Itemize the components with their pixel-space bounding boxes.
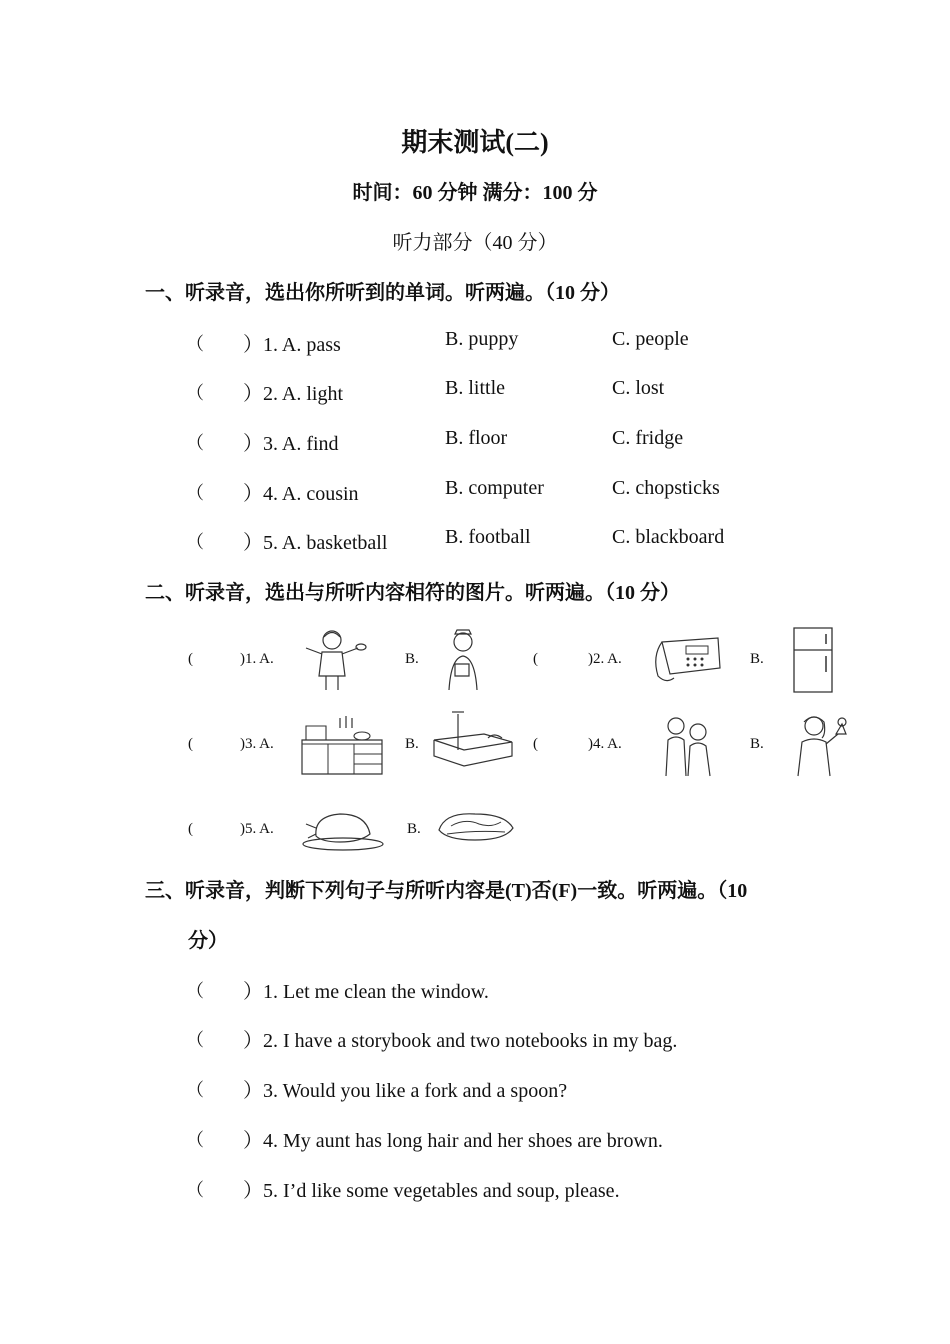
picture-item-number: )4. A. [588, 736, 622, 752]
question-option-a: ）2. A. light [243, 383, 344, 405]
picture-option-b: B. [405, 651, 419, 667]
answer-blank[interactable]: （ [186, 1130, 204, 1150]
answer-blank[interactable]: （ [186, 383, 204, 403]
answer-blank[interactable]: ( [188, 651, 193, 667]
answer-blank[interactable]: （ [186, 483, 204, 503]
question-option-a: ）1. A. pass [243, 334, 341, 356]
answer-blank[interactable]: ( [533, 736, 538, 752]
question-option-c: C. chopsticks [612, 477, 720, 499]
cook-icon [300, 628, 366, 692]
page-title: 期末测试(二) [401, 128, 549, 157]
sentence-text: ）3. Would you like a fork and a spoon? [243, 1080, 568, 1102]
sentence-text: ）4. My aunt has long hair and her shoes are brown. [243, 1130, 663, 1152]
fridge-icon [790, 626, 836, 694]
woman-icecream-icon [792, 712, 848, 778]
answer-blank[interactable]: （ [186, 1030, 204, 1050]
answer-blank[interactable]: （ [186, 433, 204, 453]
answer-blank[interactable]: （ [186, 532, 204, 552]
picture-option-b: B. [405, 736, 419, 752]
question-option-b: B. floor [445, 427, 508, 449]
question-option-b: B. football [445, 526, 531, 548]
answer-blank[interactable]: ( [188, 821, 193, 837]
question-option-c: C. lost [612, 377, 665, 399]
telephone-icon [648, 632, 723, 688]
question-option-b: B. computer [445, 477, 544, 499]
picture-option-b: B. [407, 821, 421, 837]
picture-item-number: )1. A. [240, 651, 274, 667]
section2-heading: 二、听录音，选出与所听内容相符的图片。听两遍。（10 分） [145, 582, 680, 604]
picture-option-b: B. [750, 651, 764, 667]
section1-heading: 一、听录音，选出你所听到的单词。听两遍。（10 分） [145, 282, 620, 304]
sentence-text: ）2. I have a storybook and two notebooks in my bag. [243, 1030, 678, 1052]
picture-item-number: )2. A. [588, 651, 622, 667]
answer-blank[interactable]: （ [186, 334, 204, 354]
roast-chicken-icon [300, 806, 386, 852]
question-option-b: B. puppy [445, 328, 519, 350]
question-option-c: C. fridge [612, 427, 684, 449]
question-option-a: ）4. A. cousin [243, 483, 359, 505]
answer-blank[interactable]: ( [533, 651, 538, 667]
picture-option-b: B. [750, 736, 764, 752]
question-option-c: C. people [612, 328, 689, 350]
section3-heading-cont: 分） [188, 930, 228, 952]
question-option-a: ）5. A. basketball [243, 532, 388, 554]
question-option-c: C. blackboard [612, 526, 725, 548]
answer-blank[interactable]: （ [186, 1080, 204, 1100]
part-label: 听力部分（40 分） [392, 232, 558, 254]
sentence-text: ）5. I’d like some vegetables and soup, please. [243, 1180, 620, 1202]
kitchen-icon [300, 714, 385, 776]
question-option-a: ）3. A. find [243, 433, 339, 455]
answer-blank[interactable]: （ [186, 981, 204, 1001]
picture-item-number: )5. A. [240, 821, 274, 837]
question-option-b: B. little [445, 377, 505, 399]
answer-blank[interactable]: （ [186, 1180, 204, 1200]
bedroom-icon [430, 710, 518, 774]
beef-icon [435, 808, 517, 844]
exam-info: 时间：60 分钟 满分：100 分 [352, 182, 598, 204]
answer-blank[interactable]: ( [188, 736, 193, 752]
sentence-text: ）1. Let me clean the window. [243, 981, 489, 1003]
picture-item-number: )3. A. [240, 736, 274, 752]
section3-heading: 三、听录音，判断下列句子与所听内容是(T)否(F)一致。听两遍。（10 [145, 880, 748, 902]
nurse-icon [437, 628, 489, 692]
grandparents-icon [660, 714, 716, 778]
